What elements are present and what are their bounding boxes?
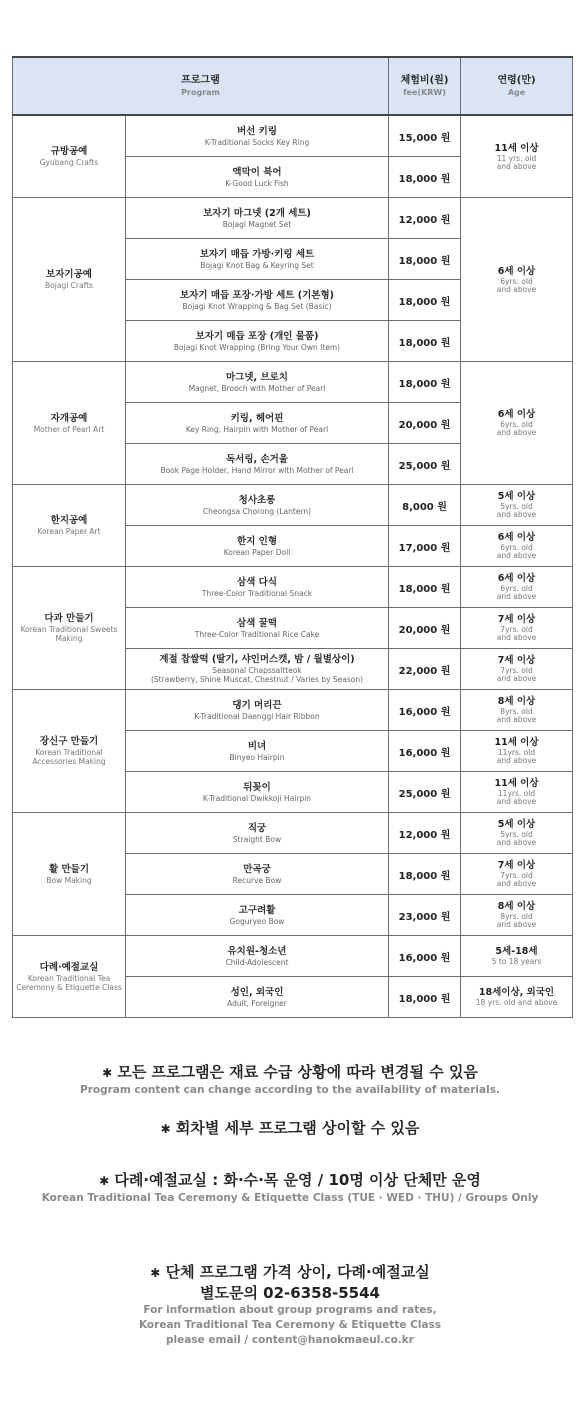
program-name-en: Bojagi Magnet Set (222, 219, 292, 229)
category-name-ko: 보자기공예 (46, 269, 92, 280)
program-name-ko: 계절 찹쌀떡 (딸기, 샤인머스캣, 밤 / 월별상이) (159, 654, 355, 665)
program-cell (126, 362, 389, 403)
program-name-ko: 보자기 마그넷 (2개 세트) (203, 207, 311, 219)
age-en: and above (496, 797, 537, 806)
fee-cell: 18,000 원 (389, 321, 461, 362)
age-en: 7yrs. old (500, 871, 533, 880)
program-name-en-detail: (Strawberry, Shine Muscat, Chestnut / Varies by Season) (150, 675, 364, 684)
age-en: 11yrs. old (497, 748, 536, 757)
program-cell (126, 731, 389, 772)
age-en: and above (496, 551, 537, 560)
program-cell (126, 649, 389, 690)
program-name-ko: 한지 인형 (236, 535, 277, 547)
age-cell (461, 854, 573, 895)
program-cell (126, 526, 389, 567)
age-en: 18 yrs. old and above (475, 998, 558, 1007)
program-cell (126, 444, 389, 485)
age-ko: 6세 이상 (497, 265, 536, 277)
program-cell (126, 485, 389, 526)
program-name-ko: 삼색 다식 (236, 576, 277, 588)
table-row (13, 936, 573, 977)
fee-cell: 18,000 원 (389, 280, 461, 321)
program-cell (126, 772, 389, 813)
program-name-ko: 댕기 머리끈 (232, 699, 282, 711)
category-cell (13, 362, 126, 485)
program-name-ko: 뒤꽂이 (243, 781, 271, 793)
category-cell (13, 198, 126, 362)
program-name-ko: 고구려활 (238, 904, 276, 916)
table-row (13, 198, 573, 239)
fee-cell: 12,000 원 (389, 813, 461, 854)
program-name-en: Magnet, Brooch with Mother of Pearl (188, 383, 326, 393)
program-name-en: Adult, Foreigner (227, 998, 287, 1008)
program-cell (126, 403, 389, 444)
program-cell (126, 239, 389, 280)
table-body (13, 115, 573, 1018)
fee-cell: 20,000 원 (389, 608, 461, 649)
program-name-ko: 보자기 매듭 포장 (개인 물품) (195, 330, 319, 342)
age-cell (461, 608, 573, 649)
table-row (13, 690, 573, 731)
program-cell (126, 115, 389, 157)
program-cell (126, 157, 389, 198)
category-name-en: Korean Traditional Sweets Making (20, 625, 118, 643)
program-name-ko: 청사초롱 (238, 494, 276, 506)
age-ko: 11세 이상 (494, 778, 539, 789)
category-name-en: Mother of Pearl Art (33, 424, 105, 434)
age-cell (461, 731, 573, 772)
age-cell (461, 813, 573, 854)
program-name-en: Three-Color Traditional Snack (201, 588, 313, 598)
age-cell (461, 567, 573, 608)
age-en: 6yrs. old (500, 543, 533, 552)
header-age: 연령(만) Age (461, 57, 573, 115)
fee-cell: 17,000 원 (389, 526, 461, 567)
table-row (13, 362, 573, 403)
program-name-ko: 직궁 (247, 822, 267, 834)
program-cell (126, 690, 389, 731)
category-name-ko: 다과 만들기 (44, 613, 94, 624)
program-cell (126, 813, 389, 854)
age-en: 8yrs. old (500, 912, 533, 921)
category-name-en: Bojagi Crafts (45, 281, 93, 290)
fee-cell: 25,000 원 (389, 772, 461, 813)
program-cell (126, 895, 389, 936)
age-cell (461, 526, 573, 567)
age-en: 6yrs. old (500, 420, 533, 429)
program-name-en: Key Ring, Hairpin with Mother of Pearl (185, 424, 329, 434)
table-row (13, 813, 573, 854)
category-cell (13, 115, 126, 198)
category-cell (13, 485, 126, 567)
category-name-en: Korean Traditional Accessories Making (32, 748, 106, 766)
fee-cell: 12,000 원 (389, 198, 461, 239)
program-name-ko: 성인, 외국인 (230, 986, 284, 998)
age-ko: 11세 이상 (494, 142, 539, 154)
category-name-en: Korean Traditional Tea Ceremony & Etiquette Class (16, 973, 122, 992)
age-ko: 6세 이상 (497, 573, 536, 584)
program-name-en: K-Traditional Socks Key Ring (204, 137, 310, 147)
age-en: 11 yrs. old (496, 153, 537, 163)
header-fee: 체험비(원) fee(KRW) (389, 57, 461, 115)
note-tea-class: ✱ 다례·예절교실 : 화·수·목 운영 / 10명 이상 단체만 운영 Korean Traditional Tea Ceremony & Etiquette Class (TUE · WED · THU) / Groups Only (41, 1171, 539, 1204)
fee-cell: 16,000 원 (389, 936, 461, 977)
fee-cell: 18,000 원 (389, 567, 461, 608)
fee-cell: 18,000 원 (389, 157, 461, 198)
age-en: 8yrs. old (500, 707, 533, 716)
age-en: and above (496, 920, 537, 929)
category-cell (13, 936, 126, 1018)
age-ko: 5세 이상 (497, 491, 536, 502)
program-name-en: K-Traditional Daenggi Hair Ribbon (194, 711, 320, 721)
fee-cell: 22,000 원 (389, 649, 461, 690)
program-name-ko: 버선 키링 (236, 125, 277, 137)
program-cell (126, 567, 389, 608)
fee-cell: 16,000 원 (389, 690, 461, 731)
age-en: 6yrs. old (500, 276, 533, 286)
age-en: and above (496, 715, 537, 724)
age-en: and above (496, 592, 537, 601)
age-ko: 5세 이상 (497, 819, 536, 830)
fee-cell: 8,000 원 (389, 485, 461, 526)
category-name-ko: 한지공예 (50, 515, 88, 526)
program-name-en: Book Page Holder, Hand Mirror with Mother of Pearl (160, 465, 354, 475)
program-name-ko: 삼색 꿀떡 (236, 617, 277, 629)
program-cell (126, 608, 389, 649)
fee-cell: 18,000 원 (389, 239, 461, 280)
category-name-en: Bow Making (46, 875, 92, 885)
age-en: and above (496, 756, 537, 765)
age-cell (461, 115, 573, 198)
age-en: and above (496, 428, 537, 437)
category-name-en: Gyubang Crafts (39, 158, 99, 167)
program-name-en: Binyeo Hairpin (229, 752, 285, 762)
program-name-en: Goguryeo Bow (229, 916, 285, 926)
program-name-en: K-Traditional Dwikkoji Hairpin (202, 793, 312, 803)
age-cell (461, 198, 573, 362)
age-ko: 7세 이상 (497, 614, 536, 625)
age-ko: 5세-18세 (495, 946, 538, 957)
age-ko: 6세 이상 (497, 409, 536, 420)
age-ko: 7세 이상 (497, 655, 536, 666)
program-name-en: Straight Bow (232, 834, 282, 844)
program-table (12, 56, 573, 1018)
age-en: 5 to 18 years (491, 957, 542, 966)
program-name-ko: 만곡궁 (243, 863, 271, 875)
age-cell (461, 649, 573, 690)
note-session: ✱ 회차별 세부 프로그램 상이할 수 있음 (160, 1119, 420, 1137)
age-en: 5yrs. old (500, 830, 533, 839)
header-program: 프로그램 Program (13, 57, 389, 115)
category-name-ko: 다례·예절교실 (39, 961, 99, 973)
fee-cell: 20,000 원 (389, 403, 461, 444)
program-name-ko: 액막이 북어 (232, 166, 282, 178)
age-cell (461, 895, 573, 936)
fee-cell: 23,000 원 (389, 895, 461, 936)
program-name-en: Bojagi Knot Bag & Keyring Set (200, 260, 314, 270)
fee-cell: 18,000 원 (389, 977, 461, 1018)
age-cell (461, 690, 573, 731)
age-en: and above (496, 161, 537, 171)
category-cell (13, 567, 126, 690)
fee-cell: 16,000 원 (389, 731, 461, 772)
age-ko: 18세이상, 외국인 (478, 987, 555, 998)
program-name-ko: 마그넷, 브로치 (226, 371, 288, 383)
age-en: 5yrs. old (500, 502, 533, 511)
program-name-en: Cheongsa Chorong (Lantern) (202, 506, 312, 516)
age-cell (461, 772, 573, 813)
fee-cell: 25,000 원 (389, 444, 461, 485)
program-cell (126, 854, 389, 895)
program-name-en: Seasonal Chapssaltteok (212, 666, 302, 675)
age-cell (461, 936, 573, 977)
age-ko: 8세 이상 (497, 901, 536, 912)
category-name-ko: 장신구 만들기 (39, 736, 99, 747)
category-name-ko: 자개공예 (50, 412, 88, 424)
fee-cell: 15,000 원 (389, 115, 461, 157)
table-row (13, 115, 573, 157)
program-name-en: Bojagi Knot Wrapping & Bag Set (Basic) (182, 301, 332, 311)
program-name-ko: 독서링, 손거울 (226, 453, 288, 465)
program-name-en: Three-Color Traditional Rice Cake (194, 629, 320, 639)
category-name-ko: 활 만들기 (48, 863, 89, 875)
age-cell (461, 362, 573, 485)
fee-cell: 18,000 원 (389, 362, 461, 403)
program-cell (126, 321, 389, 362)
table-row (13, 485, 573, 526)
program-name-en: K-Good Luck Fish (225, 178, 289, 188)
category-name-en: Korean Paper Art (37, 527, 101, 536)
age-en: and above (496, 674, 537, 683)
note-materials: ✱ 모든 프로그램은 재료 수급 상황에 따라 변경될 수 있음 Program content can change according to the availability of materials. (80, 1063, 500, 1096)
note-group-contact: ✱ 단체 프로그램 가격 상이, 다례·예절교실 별도문의 02-6358-5544 For information about group programs and rates, Korean Traditional Tea Ceremony & Etiquette Class please email / content@hanokmaeul.co.kr (138, 1263, 442, 1346)
program-name-ko: 보자기 매듭 포장·가방 세트 (기본형) (179, 289, 334, 301)
program-name-en: Child-Adolescent (225, 957, 289, 967)
program-cell (126, 198, 389, 239)
age-en: and above (496, 510, 537, 519)
age-en: and above (496, 838, 537, 847)
program-name-en: Korean Paper Doll (223, 547, 291, 557)
age-ko: 6세 이상 (497, 532, 536, 543)
category-name-ko: 규방공예 (50, 146, 88, 157)
program-cell (126, 977, 389, 1018)
program-name-en: Recurve Bow (232, 875, 282, 885)
program-name-ko: 키링, 헤어핀 (230, 412, 284, 424)
age-en: 7yrs. old (500, 625, 533, 634)
age-ko: 7세 이상 (497, 860, 536, 871)
program-name-ko: 유치원-청소년 (227, 945, 287, 957)
table-row (13, 567, 573, 608)
age-en: 7yrs. old (500, 666, 533, 675)
category-cell (13, 690, 126, 813)
program-cell (126, 936, 389, 977)
age-en: and above (496, 879, 537, 888)
table-header-row (13, 57, 573, 115)
program-name-en: Bojagi Knot Wrapping (Bring Your Own Item) (173, 342, 341, 352)
age-en: 6yrs. old (500, 584, 533, 593)
program-cell (126, 280, 389, 321)
age-ko: 8세 이상 (497, 696, 536, 707)
program-name-ko: 보자기 매듭 가방·키링 세트 (199, 248, 315, 260)
fee-cell: 18,000 원 (389, 854, 461, 895)
age-en: 11yrs. old (497, 789, 536, 798)
age-en: and above (496, 633, 537, 642)
program-name-ko: 비녀 (247, 740, 267, 752)
age-en: and above (496, 284, 537, 294)
age-cell (461, 485, 573, 526)
category-cell (13, 813, 126, 936)
age-ko: 11세 이상 (494, 737, 539, 748)
age-cell (461, 977, 573, 1018)
